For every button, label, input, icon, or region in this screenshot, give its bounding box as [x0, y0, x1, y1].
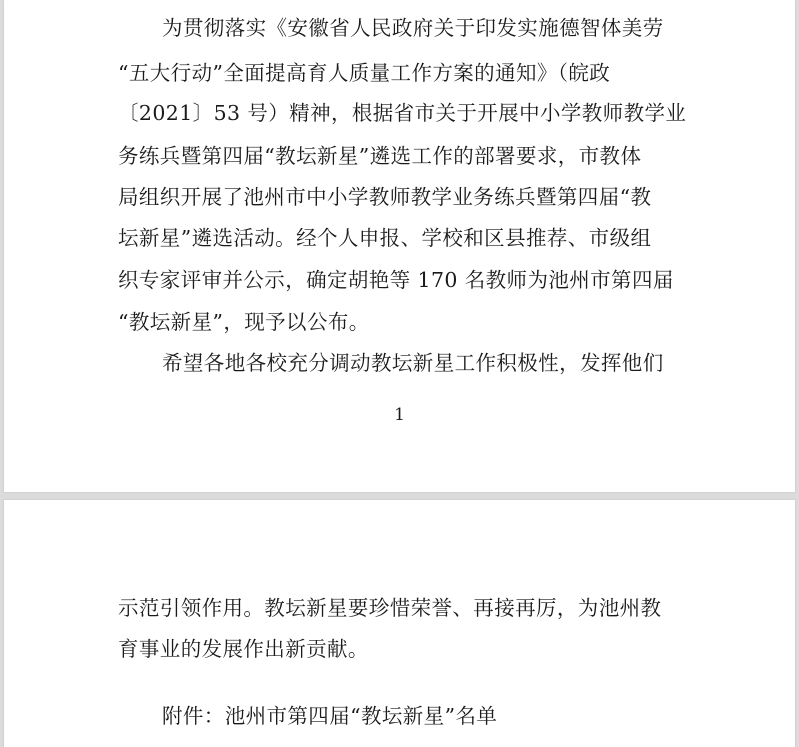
paragraph-line-11: 育事业的发展作出新贡献。 [118, 637, 369, 661]
paragraph-line-4: 务练兵暨第四届“教坛新星”遴选工作的部署要求，市教体 [118, 144, 642, 168]
attachment-line: 附件：池州市第四届“教坛新星”名单 [162, 704, 498, 728]
paragraph-line-8: “教坛新星”，现予以公布。 [118, 310, 370, 334]
document-page-1 [4, 0, 795, 492]
paragraph-line-3: 〔2021〕53 号）精神，根据省市关于开展中小学教师教学业 [118, 101, 687, 125]
paragraph-line-6: 坛新星”遴选活动。经个人申报、学校和区县推荐、市级组 [118, 226, 652, 250]
paragraph-line-2: “五大行动”全面提高育人质量工作方案的通知》（皖政 [118, 61, 611, 85]
paragraph-line-10: 示范引领作用。教坛新星要珍惜荣誉、再接再厉，为池州教 [118, 596, 662, 620]
paragraph-line-9: 希望各地各校充分调动教坛新星工作积极性，发挥他们 [162, 351, 664, 375]
paragraph-line-1: 为贯彻落实《安徽省人民政府关于印发实施德智体美劳 [162, 16, 664, 40]
paragraph-line-5: 局组织开展了池州市中小学教师教学业务练兵暨第四届“教 [118, 185, 652, 209]
page-number: 1 [394, 405, 405, 425]
paragraph-line-7: 织专家评审并公示，确定胡艳等 170 名教师为池州市第四届 [118, 268, 674, 292]
document-page-2 [4, 500, 795, 747]
